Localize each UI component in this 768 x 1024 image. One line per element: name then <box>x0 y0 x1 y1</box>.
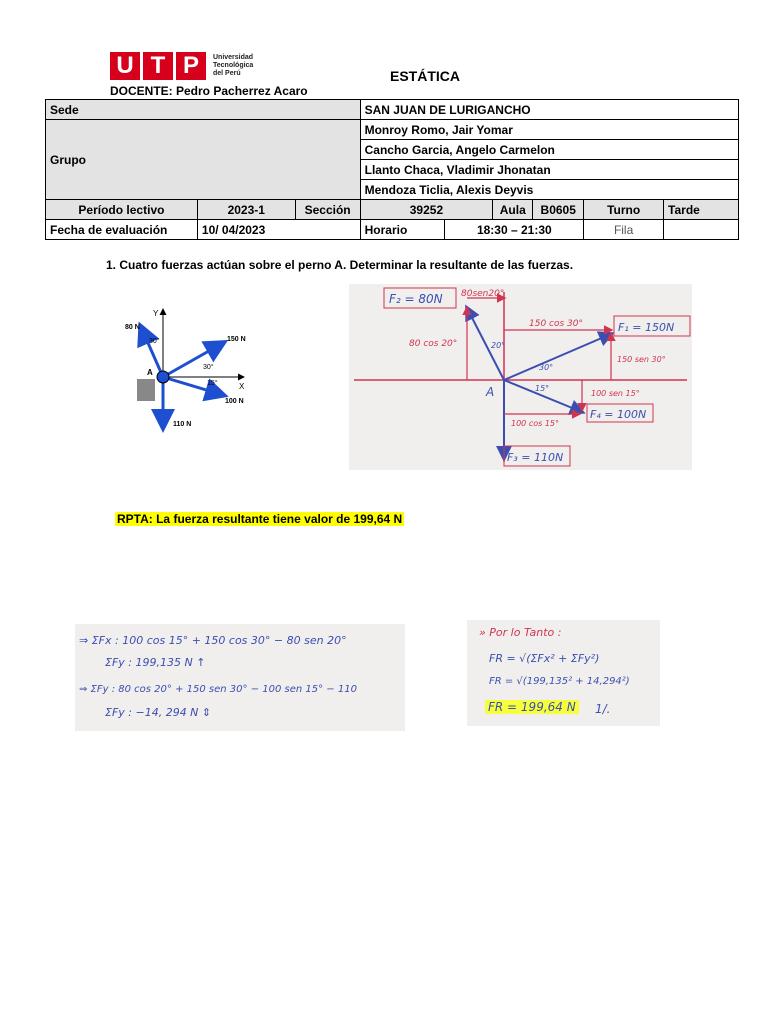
sketch-f2-label: F₂ = 80N <box>389 292 443 306</box>
sketch-100cos-label: 100 cos 15° <box>511 419 559 428</box>
seccion-label: Sección <box>295 200 360 220</box>
work-fr-result: FR = 199,64 N <box>485 700 579 714</box>
member-4: Mendoza Ticlia, Alexis Deyvis <box>360 180 738 200</box>
logo-letter-u: U <box>110 52 140 80</box>
sede-label: Sede <box>46 100 361 120</box>
info-table <box>45 99 739 240</box>
sketch-80sen-label: 80sen20° <box>461 289 505 299</box>
force-150-label: 150 N <box>227 336 246 343</box>
angle-30-right: 30° <box>203 364 214 371</box>
fila-value <box>664 220 739 240</box>
force-100-label: 100 N <box>225 398 244 405</box>
work-photo-result <box>467 620 660 726</box>
fila-label: Fila <box>584 220 664 240</box>
logo-letter-p: P <box>176 52 206 80</box>
work-sum-fy-result-2: ΣFy : −14, 294 N ⇕ <box>105 706 212 719</box>
force-150-arrow <box>163 343 223 377</box>
work-sum-fy-result-1: ΣFy : 199,135 N ↑ <box>105 656 206 669</box>
periodo-label: Período lectivo <box>46 200 198 220</box>
work-sum-fy-line: ⇒ ΣFy : 80 cos 20° + 150 sen 30° − 100 sen 15° − 110 <box>79 684 357 695</box>
university-name <box>213 54 253 78</box>
bolt-a <box>157 371 169 383</box>
seccion-value: 39252 <box>360 200 493 220</box>
fecha-value: 10/ 04/2023 <box>197 220 360 240</box>
question-text: 1. Cuatro fuerzas actúan sobre el perno A. Determinar la resultante de las fuerzas. <box>106 258 574 272</box>
work-photo-sums <box>75 624 405 731</box>
member-1: Monroy Romo, Jair Yomar <box>360 120 738 140</box>
work-sum-fx-line: ⇒ ΣFx : 100 cos 15° + 150 cos 30° − 80 sen 20° <box>79 634 347 647</box>
sketch-point-a: A <box>486 385 495 399</box>
member-2: Cancho Garcia, Angelo Carmelon <box>360 140 738 160</box>
fecha-label: Fecha de evaluación <box>46 220 198 240</box>
force-110-label: 110 N <box>173 421 192 428</box>
sketch-150cos-label: 150 cos 30° <box>529 319 583 329</box>
sketch-150sen-label: 150 sen 30° <box>617 355 666 364</box>
angle-15: 15° <box>207 380 218 387</box>
university-line-1: Universidad <box>213 54 254 61</box>
work-fr-mark: 1/. <box>595 702 611 716</box>
horario-label: Horario <box>360 220 445 240</box>
university-line-3: del Perú <box>213 70 241 77</box>
turno-value: Tarde <box>664 200 739 220</box>
sketch-f4-label: F₄ = 100N <box>590 408 647 421</box>
sketch-f3-label: F₃ = 110N <box>507 451 564 464</box>
periodo-value: 2023-1 <box>197 200 295 220</box>
y-axis-label: Y <box>153 309 159 318</box>
turno-label: Turno <box>584 200 664 220</box>
aula-value: B0605 <box>533 200 584 220</box>
point-a-label: A <box>147 368 153 377</box>
sketch-background <box>349 284 692 470</box>
utp-logo <box>110 52 253 80</box>
work-por-lo-tanto: » Por lo Tanto : <box>479 626 562 639</box>
force-80-label: 80 N <box>125 324 140 331</box>
logo-letter-t: T <box>143 52 173 80</box>
sketch-f1-label: F₁ = 150N <box>618 321 675 334</box>
member-3: Llanto Chaca, Vladimir Jhonatan <box>360 160 738 180</box>
work-fr-substitution: FR = √(199,135² + 14,294²) <box>489 676 630 687</box>
sketch-angle-30: 30° <box>539 363 554 372</box>
page-title: ESTÁTICA <box>390 68 460 84</box>
sede-value: SAN JUAN DE LURIGANCHO <box>360 100 738 120</box>
sketch-100sen-label: 100 sen 15° <box>591 389 640 398</box>
work-fr-formula: FR = √(ΣFx² + ΣFy²) <box>489 652 600 665</box>
aula-label: Aula <box>493 200 533 220</box>
sketch-angle-20: 20° <box>491 341 506 350</box>
docente-label: DOCENTE: Pedro Pacherrez Acaro <box>110 84 308 98</box>
university-line-2: Tecnológica <box>213 62 254 69</box>
answer-highlight: RPTA: La fuerza resultante tiene valor de 199,64 N <box>117 512 403 526</box>
x-axis-label: X <box>239 382 245 391</box>
support-wall <box>137 379 155 401</box>
sketch-80cos-label: 80 cos 20° <box>409 339 458 349</box>
sketch-angle-15: 15° <box>535 384 550 393</box>
handwritten-sketch <box>349 284 692 470</box>
grupo-label: Grupo <box>46 120 361 200</box>
angle-30-top: 30° <box>149 338 160 345</box>
horario-value: 18:30 – 21:30 <box>445 220 584 240</box>
force-diagram <box>115 305 275 435</box>
